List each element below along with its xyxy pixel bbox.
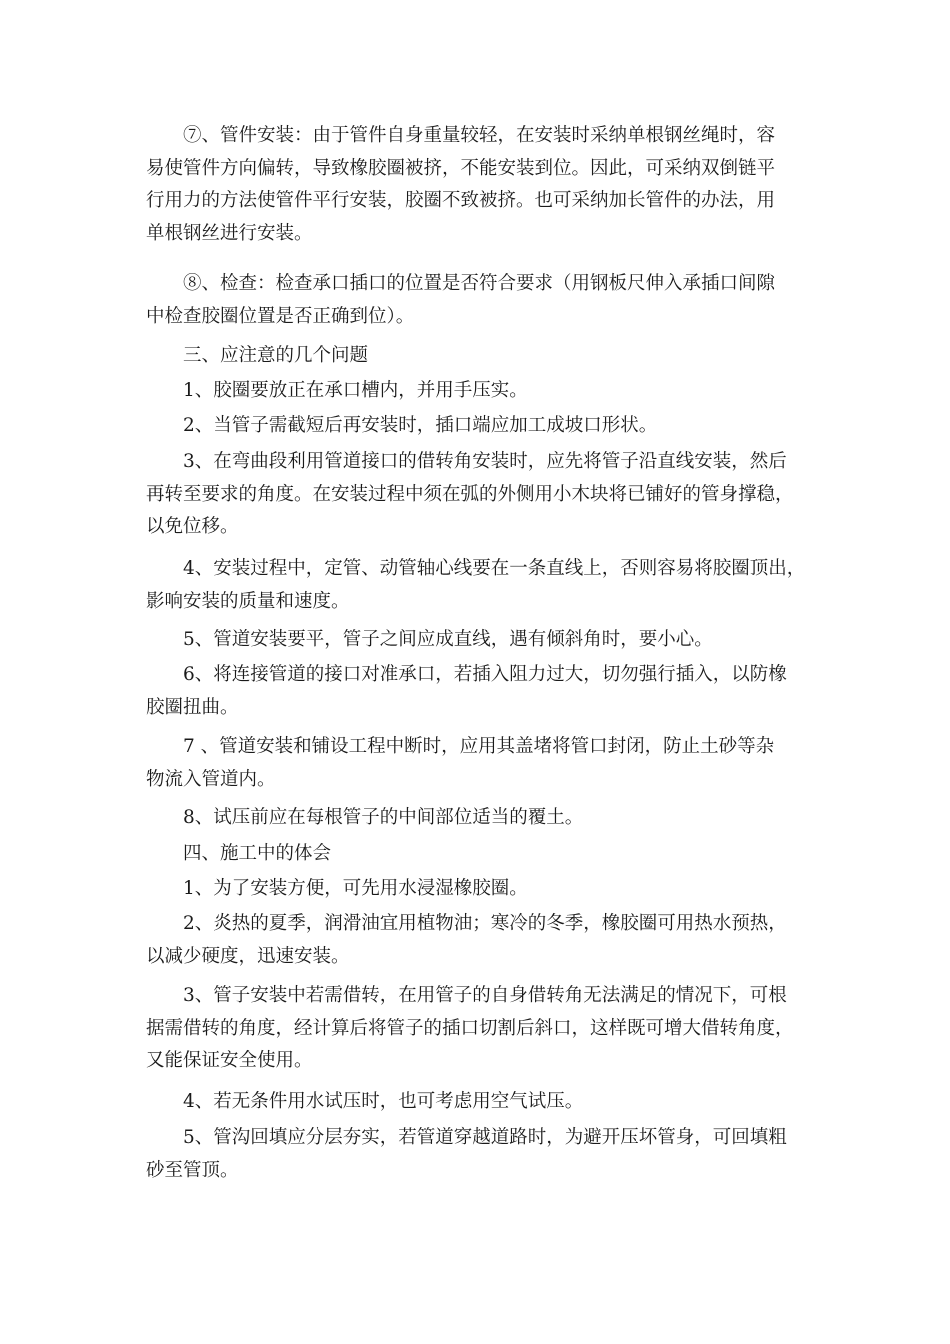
text-line: 8、试压前应在每根管子的中间部位适当的覆土。 [183, 807, 584, 828]
text-line: 行用力的方法使管件平行安装，胶圈不致被挤。也可采纳加长管件的办法，用 [146, 190, 776, 211]
list-item [146, 659, 826, 724]
list-item [146, 873, 826, 906]
text-line: 7 、管道安装和铺设工程中断时，应用其盖堵将管口封闭，防止土砂等杂 [183, 736, 775, 757]
section-heading-experience [146, 838, 826, 871]
text-line: 5、管道安装要平，管子之间应成直线，遇有倾斜角时，要小心。 [183, 629, 713, 650]
text-line: 6、将连接管道的接口对准承口，若插入阻力过大，切勿强行插入，以防橡 [183, 664, 787, 685]
text-line: 2、当管子需截短后再安装时，插口端应加工成坡口形状。 [183, 415, 658, 436]
paragraph-inspection [146, 268, 826, 333]
text-line: 以免位移。 [146, 516, 239, 537]
text-line: 4、安装过程中，定管、动管轴心线要在一条直线上，否则容易将胶圈顶出， [183, 558, 806, 579]
text-line: ⑦、管件安装：由于管件自身重量较轻，在安装时采纳单根钢丝绳时，容 [183, 125, 776, 146]
list-item [146, 410, 826, 443]
text-line: 3、在弯曲段利用管道接口的借转角安装时，应先将管子沿直线安装，然后 [183, 451, 787, 472]
list-item [146, 375, 826, 408]
text-line: 易使管件方向偏转，导致橡胶圈被挤，不能安装到位。因此，可采纳双倒链平 [146, 157, 776, 179]
text-line: 1、胶圈要放正在承口槽内，并用手压实。 [183, 380, 528, 401]
text-line: 5、管沟回填应分层夯实，若管道穿越道路时，为避开压坏管身，可回填粗 [183, 1127, 787, 1148]
text-line: 1、为了安装方便，可先用水浸湿橡胶圈。 [183, 878, 528, 899]
text-line: 物流入管道内。 [146, 768, 276, 790]
list-item [146, 802, 826, 835]
list-item [146, 446, 826, 544]
text-line: 4、若无条件用水试压时，也可考虑用空气试压。 [183, 1091, 584, 1112]
text-line: 又能保证安全使用。 [146, 1050, 313, 1071]
section-heading: 三、应注意的几个问题 [183, 345, 369, 366]
list-item [146, 1086, 826, 1119]
section-heading-notes [146, 340, 826, 373]
section-heading: 四、施工中的体会 [183, 843, 332, 864]
text-line: 单根钢丝进行安装。 [146, 222, 313, 244]
text-line: ⑧、检查：检查承口插口的位置是否符合要求（用钢板尺伸入承插口间隙 [183, 273, 776, 294]
list-item [146, 624, 826, 657]
list-item [146, 553, 826, 618]
text-line: 胶圈扭曲。 [146, 696, 239, 718]
text-line: 据需借转的角度，经计算后将管子的插口切割后斜口，这样既可增大借转角度， [146, 1017, 794, 1039]
list-item [146, 731, 826, 796]
text-line: 3、管子安装中若需借转，在用管子的自身借转角无法满足的情况下，可根 [183, 985, 787, 1006]
list-item [146, 908, 826, 973]
text-line: 中检查胶圈位置是否正确到位）。 [146, 305, 415, 327]
list-item [146, 1122, 826, 1187]
text-line: 影响安装的质量和速度。 [146, 590, 350, 612]
paragraph-fitting-installation [146, 120, 826, 250]
text-line: 2、炎热的夏季，润滑油宜用植物油；寒冷的冬季，橡胶圈可用热水预热， [183, 913, 787, 934]
text-line: 再转至要求的角度。在安装过程中须在弧的外侧用小木块将已铺好的管身撑稳， [146, 483, 794, 505]
list-item [146, 980, 826, 1078]
text-line: 以减少硬度，迅速安装。 [146, 945, 350, 967]
text-line: 砂至管顶。 [146, 1159, 239, 1181]
